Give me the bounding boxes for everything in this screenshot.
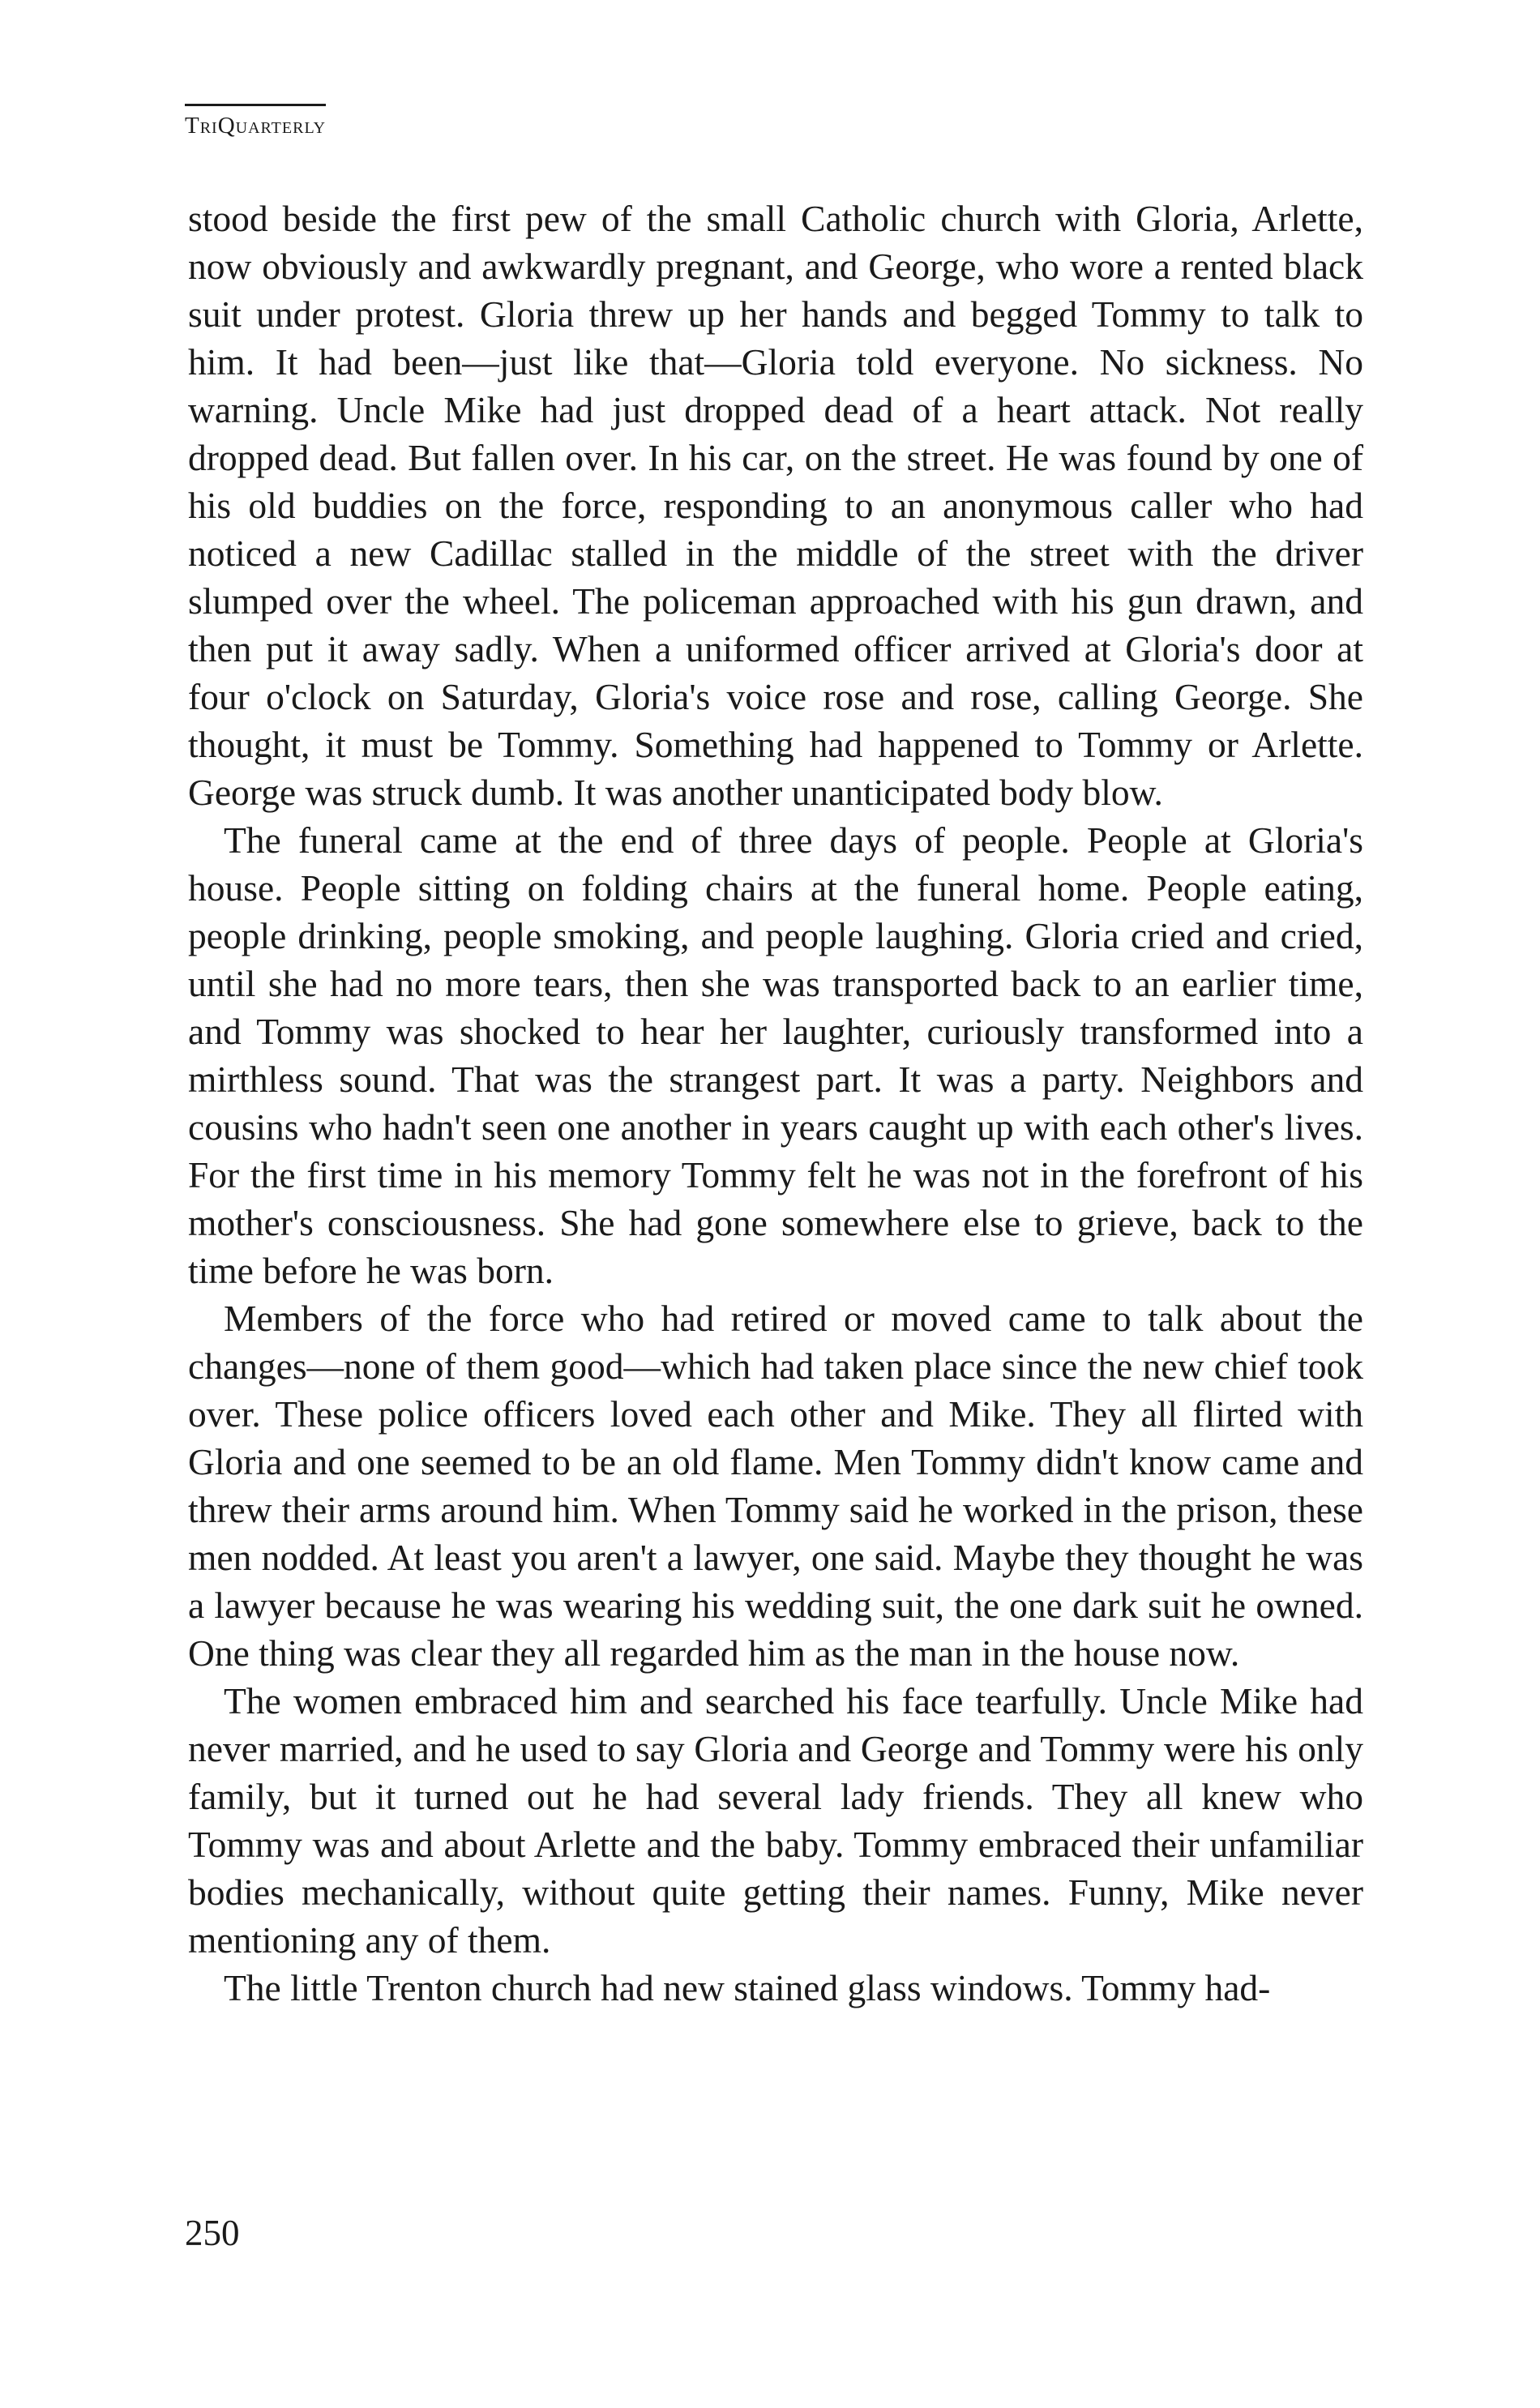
page-number: 250 bbox=[185, 2213, 240, 2253]
running-head bbox=[185, 104, 326, 139]
body-text bbox=[188, 195, 1363, 2012]
paragraph-5: The little Trenton church had new stained glass windows. Tommy had- bbox=[224, 1967, 1271, 2008]
journal-title: TriQuarterly bbox=[185, 113, 327, 139]
paragraph-1: stood beside the first pew of the small Catholic church with Gloria, Arlette, now obviously and awkwardly pregnant, and George, who wore a rented black suit under protest. Gloria threw up her hands and begged Tommy to talk to him. It had been—just like that—Gloria told everyone. No sickness. No warning. Uncle Mike had just dropped dead of a heart attack. Not really dropped dead. But fallen over. In his car, on the street. He was found by one of his old buddies on the force, responding to an anonymous caller who had noticed a new Cadillac stalled in the middle of the street with the driver slumped over the wheel. The policeman approached with his gun drawn, and then put it away sadly. When a uniformed officer arrived at Gloria's door at four o'clock on Saturday, Gloria's voice rose and rose, calling George. She thought, it must be Tommy. Something had happened to Tommy or Arlette. George was struck dumb. It was another unanticipated body blow. bbox=[188, 198, 1363, 813]
paragraph-4: The women embraced him and searched his face tearfully. Uncle Mike had never married, and he used to say Gloria and George and Tommy were his only family, but it turned out he had several lady friends. They all knew who Tommy was and about Arlette and the baby. Tommy embraced their unfamiliar bodies mechanically, without quite getting their names. Funny, Mike never mentioning any of them. bbox=[188, 1680, 1363, 1961]
paragraph-3: Members of the force who had retired or moved came to talk about the changes—none of them good—which had taken place since the new chief took over. These police officers loved each other and Mike. They all flirted with Gloria and one seemed to be an old flame. Men Tommy didn't know came and threw their arms around him. When Tommy said he worked in the prison, these men nodded. At least you aren't a lawyer, one said. Maybe they thought he was a lawyer because he was wearing his wedding suit, the one dark suit he owned. One thing was clear they all regarded him as the man in the house now. bbox=[188, 1298, 1363, 1674]
paragraph-2: The funeral came at the end of three days of people. People at Gloria's house. People sitting on folding chairs at the funeral home. People eating, people drinking, people smoking, and people laughing. Gloria cried and cried, until she had no more tears, then she was transported back to an earlier time, and Tommy was shocked to hear her laughter, curiously transformed into a mirthless sound. That was the strangest part. It was a party. Neighbors and cousins who hadn't seen one another in years caught up with each other's lives. For the first time in his memory Tommy felt he was not in the forefront of his mother's consciousness. She had gone somewhere else to grieve, back to the time before he was born. bbox=[188, 819, 1363, 1291]
